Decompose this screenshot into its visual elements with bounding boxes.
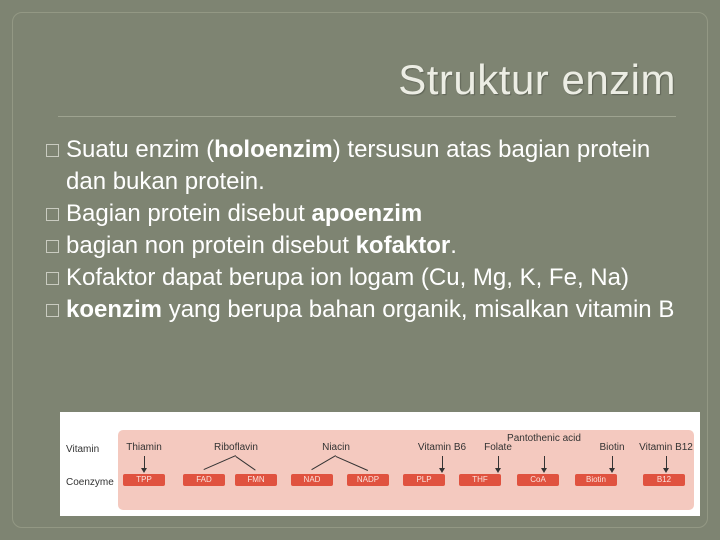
bullet-item <box>44 230 684 262</box>
bullet-item <box>44 262 684 294</box>
arrow-icon <box>544 456 545 469</box>
coenzyme-box: THF <box>459 474 501 486</box>
bullet-item <box>44 294 684 326</box>
bullet-term: kofaktor <box>355 232 451 259</box>
arrow-icon <box>612 456 613 469</box>
bullet-text: ) tersusun atas bagian protein dan bukan protein. <box>66 136 651 195</box>
arrow-icon <box>311 455 336 470</box>
coenzyme-box: Biotin <box>575 474 617 486</box>
arrow-icon <box>235 456 256 471</box>
vitamin-label: Niacin <box>322 442 350 453</box>
bullet-icon <box>46 272 59 285</box>
bullet-term: apoenzim <box>311 200 423 227</box>
coenzyme-box: PLP <box>403 474 445 486</box>
bullet-item <box>44 198 684 230</box>
arrow-icon <box>144 456 145 469</box>
bullet-term: koenzim <box>66 296 163 323</box>
bullet-text: Bagian protein disebut <box>66 200 312 227</box>
bullet-icon <box>46 144 59 157</box>
coenzyme-box: CoA <box>517 474 559 486</box>
vitamin-label: Folate <box>484 442 512 453</box>
arrow-icon <box>498 456 499 469</box>
bullet-text: Kofaktor dapat berupa ion logam (Cu, Mg, K, Fe, Na) <box>66 264 629 291</box>
vitamin-coenzyme-figure <box>60 412 700 516</box>
bullet-text: . <box>450 232 457 259</box>
vitamin-label: Riboflavin <box>214 442 258 453</box>
bullet-text: Suatu enzim ( <box>66 136 215 163</box>
coenzyme-box: FAD <box>183 474 225 486</box>
bullet-term: holoenzim <box>214 136 333 163</box>
bullet-icon <box>46 304 59 317</box>
figure-band <box>118 430 694 510</box>
coenzyme-row-label: Coenzyme <box>66 477 114 488</box>
vitamin-label: Vitamin B6 <box>417 442 467 453</box>
bullet-text: bagian non protein disebut <box>66 232 356 259</box>
coenzyme-box: FMN <box>235 474 277 486</box>
vitamin-row-label: Vitamin <box>66 444 100 455</box>
coenzyme-box: TPP <box>123 474 165 486</box>
arrow-icon <box>442 456 443 469</box>
bullet-icon <box>46 208 59 221</box>
vitamin-label: Biotin <box>599 442 625 453</box>
vitamin-label: Vitamin B12 <box>639 442 693 453</box>
bullet-text: yang berupa bahan organik, misalkan vitamin B <box>162 296 675 323</box>
arrow-icon <box>204 455 236 470</box>
bullet-icon <box>46 240 59 253</box>
title-divider <box>58 116 676 117</box>
arrow-icon <box>666 456 667 469</box>
arrow-icon <box>336 456 368 471</box>
bullet-list <box>44 134 684 326</box>
vitamin-label: Pantothenic acid <box>507 433 581 444</box>
coenzyme-box: NADP <box>347 474 389 486</box>
slide-title: Struktur enzim <box>398 56 676 103</box>
vitamin-label: Thiamin <box>126 442 162 453</box>
coenzyme-box: NAD <box>291 474 333 486</box>
bullet-item <box>44 134 684 198</box>
coenzyme-box: B12 <box>643 474 685 486</box>
